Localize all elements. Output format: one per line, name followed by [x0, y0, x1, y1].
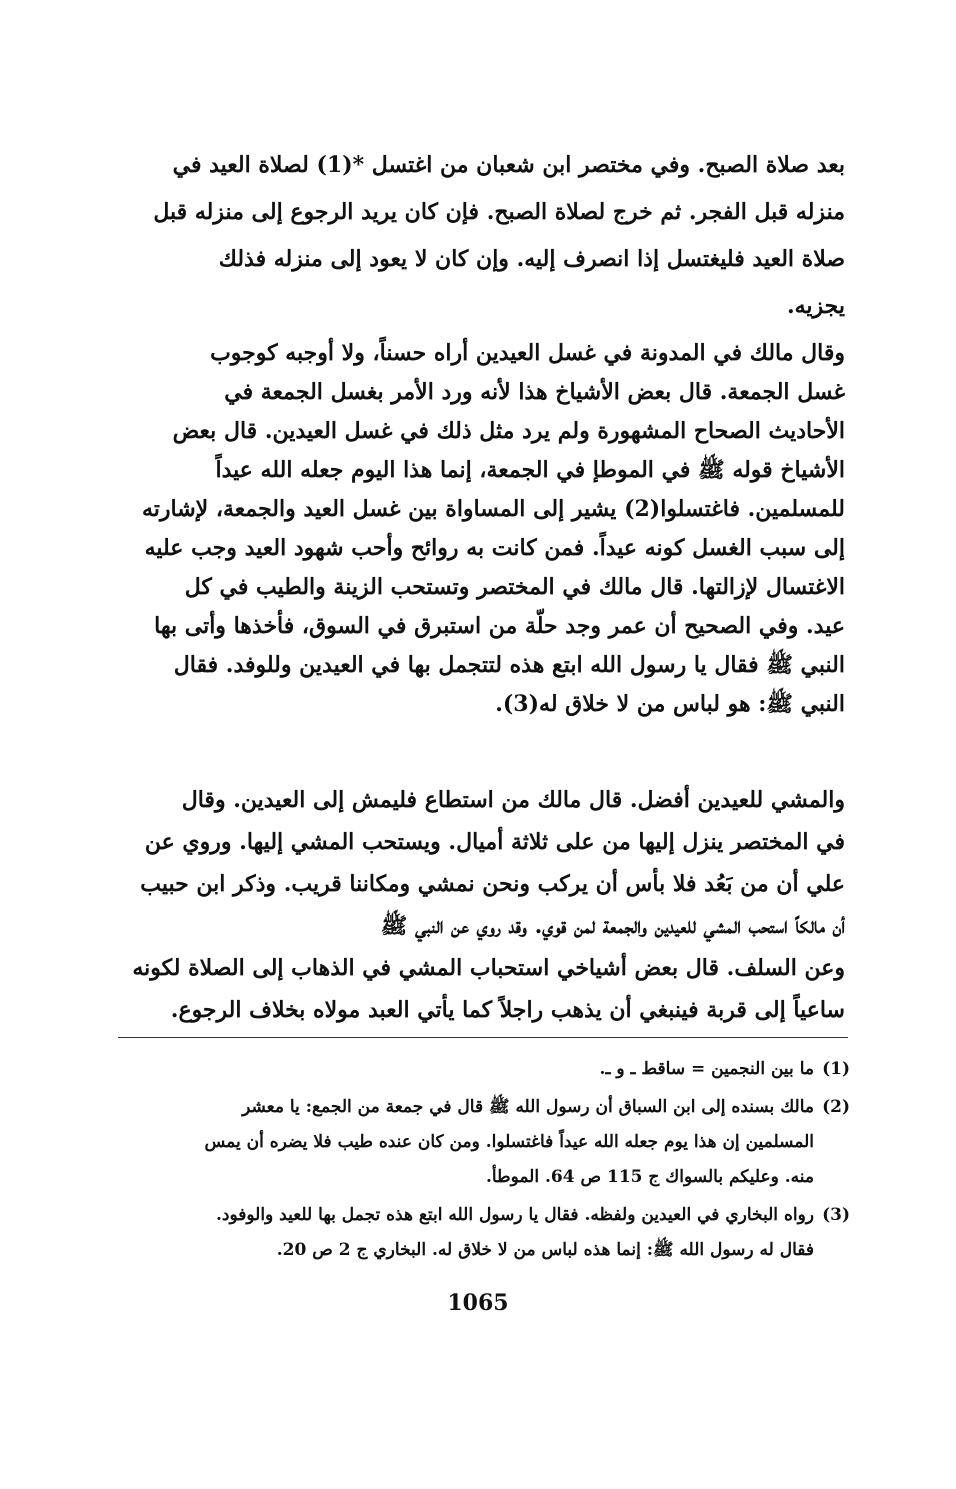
footnote-number: (2)	[822, 1097, 850, 1117]
text-line: والمشي للعيدين أفضل. قال مالك من استطاع فليمش إلى العيدين. وقال	[181, 787, 845, 813]
footnote-number: (3)	[822, 1205, 850, 1225]
footnote-1	[110, 1052, 850, 1087]
text-line: عيد. وفي الصحيح أن عمر وجد حلّة من استبرق في السوق، فأخذها وأتى بها	[154, 613, 845, 639]
paragraph-1	[120, 142, 845, 330]
footnote-line: مالك بسنده إلى ابن السباق أن رسول الله ﷺ قال في جمعة من الجمع: يا معشر	[242, 1097, 814, 1117]
footnote-number: (1)	[822, 1059, 850, 1079]
text-line: يجزيه.	[786, 293, 845, 319]
text-line: أن مالكاً استحب المشي للعيدين والجمعة لمن قوي. وقد روي عن النبي ﷺ	[380, 913, 845, 939]
text-line: وقال مالك في المدونة في غسل العيدين أراه حسناً، ولا أوجبه كوجوب	[210, 340, 845, 366]
paragraph-2	[120, 334, 845, 724]
text-line: علي أن من بَعُد فلا بأس أن يركب ونحن نمشي ومكاننا قريب. وذكر ابن حبيب	[140, 871, 845, 897]
text-line: للمسلمين. فاغتسلوا(2) يشير إلى المساواة بين غسل العيد والجمعة، لإشارته	[141, 496, 845, 522]
footnote-line: المسلمين إن هذا يوم جعله الله عيداً فاغتسلوا. ومن كان عنده طيب فلا يضره أن يمس	[204, 1132, 814, 1152]
text-line: النبي ﷺ فقال يا رسول الله ابتع هذه لتتجمل بها في العيدين وللوفد. فقال	[173, 652, 845, 678]
text-line: غسل الجمعة. قال بعض الأشياخ هذا لأنه ورد الأمر بغسل الجمعة في	[224, 379, 845, 405]
footnote-line: ما بين النجمين = ساقط ـ و ـ.	[599, 1059, 814, 1079]
text-line: الاغتسال لإزالتها. قال مالك في المختصر وتستحب الزينة والطيب في كل	[184, 574, 845, 600]
text-line: النبي ﷺ: هو لباس من لا خلاق له(3).	[495, 691, 845, 717]
footnote-divider	[118, 1037, 848, 1038]
footnote-line: منه. وعليكم بالسواك ج 115 ص 64. الموطأ.	[485, 1167, 814, 1187]
paragraph-3	[120, 779, 845, 1031]
footnote-3	[110, 1198, 850, 1268]
text-line: صلاة العيد فليغتسل إذا انصرف إليه. وإن كان لا يعود إلى منزله فذلك	[218, 246, 845, 272]
text-line: منزله قبل الفجر. ثم خرج لصلاة الصبح. فإن كان يريد الرجوع إلى منزله قبل	[153, 199, 845, 225]
page-number: 1065	[447, 1290, 509, 1316]
text-line: ساعياً إلى قربة فينبغي أن يذهب راجلاً كما يأتي العبد مولاه بخلاف الرجوع.	[170, 997, 845, 1023]
footnote-2	[110, 1090, 850, 1195]
text-line: وعن السلف. قال بعض أشياخي استحباب المشي في الذهاب إلى الصلاة لكونه	[132, 955, 845, 981]
text-line: في المختصر ينزل إليها من على ثلاثة أميال. ويستحب المشي إليها. وروي عن	[144, 829, 845, 855]
footnote-line: رواه البخاري في العيدين ولفظه. فقال يا رسول الله ابتع هذه تجمل بها للعيد والوفود.	[215, 1205, 814, 1225]
footnote-line: فقال له رسول الله ﷺ: إنما هذه لباس من لا خلاق له. البخاري ج 2 ص 20.	[276, 1240, 814, 1260]
text-line: بعد صلاة الصبح. وفي مختصر ابن شعبان من اغتسل *(1) لصلاة العيد في	[172, 152, 845, 178]
text-line: الأشياخ قوله ﷺ في الموطإ في الجمعة، إنما هذا اليوم جعله الله عيداً	[215, 457, 845, 483]
text-line: إلى سبب الغسل كونه عيداً. فمن كانت به روائح وأحب شهود العيد وجب عليه	[144, 535, 845, 561]
footnotes	[110, 1052, 850, 1271]
text-line: الأحاديث الصحاح المشهورة ولم يرد مثل ذلك في غسل العيدين. قال بعض	[172, 418, 845, 444]
